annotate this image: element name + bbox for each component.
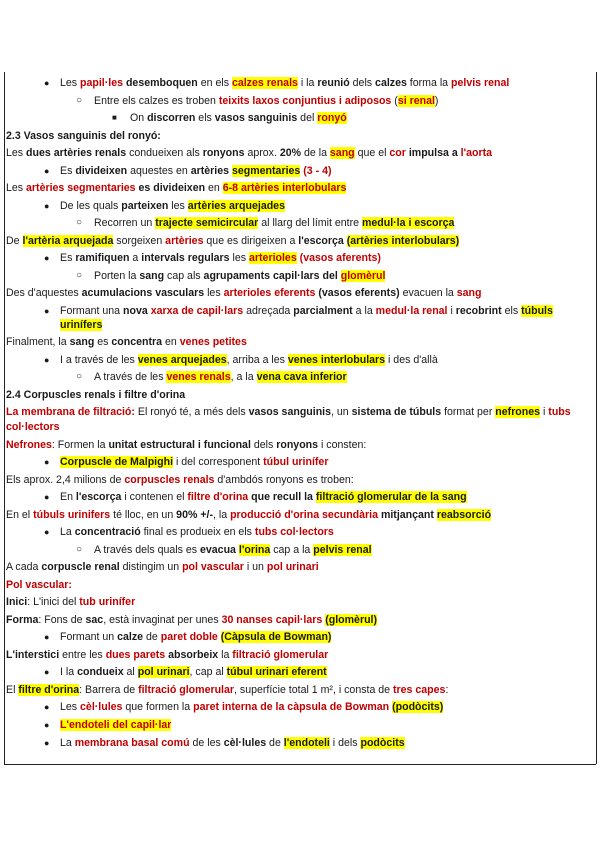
highlighted-term: (podòcits)	[392, 701, 444, 714]
text-run: , a la	[230, 371, 257, 384]
bold-term: Forma	[6, 613, 39, 626]
text-run: les	[229, 252, 250, 265]
bold-term: parteixen	[121, 199, 169, 212]
bullet-item-level-1	[6, 525, 594, 540]
text-run: i	[540, 406, 549, 419]
bold-term: es divideixen	[135, 182, 206, 195]
bullet-marker: ●	[44, 527, 50, 538]
text-run: A cada	[6, 561, 42, 574]
bold-term: reunió	[317, 77, 350, 89]
text-run: a	[129, 252, 142, 265]
highlighted-term: L'endoteli del capil·lar	[60, 719, 172, 731]
text-run: i	[447, 304, 456, 317]
text-run: els	[501, 304, 522, 317]
paragraph-line	[6, 286, 594, 301]
text-run: del	[297, 112, 318, 125]
bold-term: concentra	[111, 336, 163, 349]
highlighted-term: nefrones	[495, 406, 541, 419]
highlighted-term: (Càpsula de Bowman)	[220, 631, 332, 644]
bold-term: filtració glomerular	[232, 648, 329, 661]
document-body	[6, 76, 594, 753]
bold-term: Inici	[6, 596, 28, 609]
bullet-marker: ●	[44, 200, 50, 211]
text-run: A través de les	[94, 371, 167, 384]
highlighted-term: l'artèria arquejada	[22, 234, 114, 247]
bold-term: venes petites	[179, 336, 247, 349]
bold-term: túbuls urinifers	[33, 508, 111, 521]
bold-term: túbul urinífer	[263, 456, 329, 469]
bold-term: concentració	[74, 526, 141, 539]
text-run: format per	[441, 406, 496, 419]
bullet-item-level-1	[6, 665, 594, 680]
text-run: i contenen el	[121, 491, 188, 504]
text-run: De	[6, 234, 23, 247]
text-run: , un	[331, 406, 352, 419]
highlighted-term: trajecte semicircular	[155, 217, 259, 230]
text-run: : Formen la	[51, 438, 109, 451]
bold-term: 30 nanses capil·lars	[221, 613, 323, 626]
bullet-item-level-1	[6, 251, 594, 266]
bold-term: divideixen	[75, 164, 128, 177]
bold-term: impulsa a	[405, 147, 461, 160]
text-run: de les	[189, 736, 224, 749]
text-run: Finalment, la	[6, 336, 70, 349]
bullet-marker: ●	[44, 305, 50, 316]
bold-term: mitjançant	[380, 508, 434, 521]
paragraph-line	[6, 335, 594, 350]
bullet-item-level-1	[6, 304, 594, 332]
highlighted-term: podòcits	[360, 736, 405, 749]
bold-term: pol vascular	[182, 561, 244, 574]
highlighted-term: vena cava inferior	[256, 371, 347, 384]
text-run: té lloc, en un	[110, 508, 177, 521]
highlighted-term: filtració glomerular de la sang	[315, 491, 467, 504]
text-run: i la	[297, 77, 318, 89]
bold-term: cor	[389, 147, 406, 160]
bullet-item-level-1	[6, 199, 594, 214]
text-run: Es	[60, 252, 76, 265]
right-margin-rule	[596, 72, 597, 764]
text-run: i del corresponent	[173, 456, 264, 469]
paragraph-line	[6, 508, 594, 523]
text-run: al llarg del límit entre	[258, 217, 362, 230]
text-run: Les	[6, 147, 27, 160]
bullet-marker: ●	[44, 457, 50, 468]
text-run: , superfície total 1 m², i consta de	[234, 683, 394, 696]
text-run: que es dirigeixen a	[203, 234, 299, 247]
bullet-marker: ○	[76, 217, 83, 229]
bold-term: (3 - 4)	[303, 164, 332, 177]
bold-term: tub urinífer	[79, 596, 136, 609]
bullet-marker: ■	[112, 113, 117, 123]
bold-term: vasos sanguinis	[214, 112, 298, 125]
paragraph-line	[6, 613, 594, 628]
bullet-item-level-1	[6, 718, 594, 733]
bullet-marker: ●	[44, 354, 50, 365]
highlighted-term: venes renals	[166, 371, 231, 384]
text-run: I a través de les	[60, 353, 138, 366]
bold-term: 20%	[279, 147, 302, 160]
text-run: , cap al	[189, 666, 227, 679]
highlighted-term: calzes renals	[231, 77, 298, 89]
text-run: :	[445, 683, 449, 696]
bold-term: acumulacions vasculars	[81, 287, 205, 300]
text-run: d'ambdós ronyons es troben:	[214, 473, 354, 486]
bold-term: La membrana de filtració:	[6, 406, 135, 419]
bold-term: que recull la	[248, 491, 313, 504]
bullet-item-level-1	[6, 164, 594, 179]
bold-term: 90% +/-	[176, 508, 213, 521]
bold-term: artèries	[190, 164, 230, 177]
text-run: El ronyó té, a més dels	[134, 406, 249, 419]
text-run: Les	[60, 77, 81, 89]
bold-term: pol urinari	[266, 561, 319, 574]
bullet-marker: ○	[76, 269, 83, 281]
paragraph-line	[6, 388, 594, 403]
highlighted-term: si renal	[397, 94, 435, 107]
highlighted-term: arterioles	[249, 252, 297, 265]
bold-term: L'interstici	[6, 648, 60, 661]
bold-term: tubs col·lectors	[6, 406, 571, 433]
bullet-item-level-1	[6, 455, 594, 470]
highlighted-term: l'endoteli	[283, 736, 330, 749]
bold-term: dues artèries renals	[26, 147, 127, 160]
bold-term: corpuscle renal	[41, 561, 120, 574]
text-run: Es	[60, 164, 76, 177]
bullet-marker: ○	[76, 543, 83, 555]
highlighted-term: glomèrul	[340, 269, 386, 282]
text-run: dels	[250, 438, 277, 451]
highlighted-term: artèries arquejades	[187, 199, 285, 212]
bold-term: intervals regulars	[141, 252, 230, 265]
highlighted-term: venes interlobulars	[287, 353, 386, 366]
text-run: els	[195, 112, 215, 125]
bold-term: l'aorta	[460, 147, 493, 160]
bold-term: 2.3 Vasos sanguinis del ronyó:	[6, 129, 161, 142]
bullet-marker: ●	[44, 78, 50, 88]
bullet-marker: ○	[76, 371, 83, 383]
bullet-marker: ●	[44, 165, 50, 176]
text-run: entre les	[59, 648, 106, 661]
text-run: sorgeixen	[113, 234, 166, 247]
bold-term: (vasos eferents)	[315, 287, 400, 300]
text-run: en	[205, 182, 223, 195]
text-run: El	[6, 683, 19, 696]
bold-term: teixits laxos conjuntius i adiposos	[218, 94, 392, 107]
bold-term: evacua	[200, 543, 236, 556]
bullet-marker: ●	[44, 720, 50, 730]
text-run: les	[204, 287, 224, 300]
text-run: La	[60, 526, 75, 539]
highlighted-term: reabsorció	[436, 508, 492, 521]
text-run: Porten la	[94, 269, 140, 282]
bold-term: ronyons	[202, 147, 245, 160]
text-run: La	[60, 736, 75, 749]
bottom-margin-rule	[4, 764, 596, 765]
bold-term: calzes	[375, 77, 407, 89]
text-run: adreçada	[243, 304, 294, 317]
text-run: (	[391, 94, 398, 107]
highlighted-term: pelvis renal	[313, 543, 372, 556]
text-run: de	[266, 736, 284, 749]
bold-term: sang	[139, 269, 165, 282]
bold-term: cèl·lules	[80, 701, 123, 714]
text-run: Les	[60, 701, 81, 714]
bold-term: sang	[456, 287, 482, 300]
bold-term: producció d'orina secundària	[230, 508, 378, 521]
text-run: les	[168, 199, 188, 212]
bold-term: l'escorça	[75, 491, 122, 504]
text-run: al	[123, 666, 138, 679]
text-run: i des d'allà	[385, 353, 438, 366]
bold-term: filtre d'orina	[187, 491, 249, 504]
text-run: De les quals	[60, 199, 122, 212]
bold-term: Pol vascular:	[6, 578, 72, 591]
bullet-item-level-2	[6, 216, 594, 231]
highlighted-term: venes arquejades	[137, 353, 227, 366]
bold-term: 2.4 Corpuscles renals i filtre d'orina	[6, 388, 186, 401]
paragraph-line	[6, 438, 594, 453]
bullet-item-level-2	[6, 94, 594, 109]
bullet-item-level-2	[6, 269, 594, 284]
highlighted-term: Corpuscle de Malpighi	[60, 456, 174, 469]
highlighted-term: túbuls urinífers	[60, 304, 553, 332]
bold-term: paret doble	[160, 631, 218, 644]
text-run: cap als	[164, 269, 204, 282]
text-run: aprox.	[244, 147, 280, 160]
highlighted-term: filtre d'orina	[18, 683, 80, 696]
text-run: Formant una	[60, 304, 124, 317]
bold-term: artèries	[165, 234, 204, 247]
paragraph-line	[6, 181, 594, 196]
bold-term: desemboquen	[123, 77, 198, 89]
bold-term: vasos sanguinis	[248, 406, 332, 419]
bold-term: membrana basal comú	[74, 736, 190, 749]
bullet-item-level-1	[6, 353, 594, 368]
bullet-marker: ●	[44, 702, 50, 713]
bold-term: nova	[123, 304, 148, 317]
bold-term: condueix	[77, 666, 124, 679]
text-run: A través dels quals es	[94, 543, 200, 556]
bold-term: Nefrones	[6, 438, 52, 451]
text-run: es	[94, 336, 112, 349]
bold-term: cèl·lules	[223, 736, 267, 749]
text-run: , arriba a les	[226, 353, 288, 366]
text-run: : Barrera de	[79, 683, 139, 696]
text-run: En el	[6, 508, 34, 521]
text-run: que el	[354, 147, 390, 160]
paragraph-line	[6, 234, 594, 249]
text-run: On	[130, 112, 148, 125]
paragraph-line	[6, 595, 594, 610]
text-run: , està invaginat per unes	[103, 613, 222, 626]
text-run: aquestes en	[127, 164, 191, 177]
bullet-item-level-3	[6, 111, 594, 126]
bullet-item-level-2	[6, 370, 594, 385]
text-run: En	[60, 491, 76, 504]
highlighted-term: ronyó	[317, 112, 347, 125]
text-run: i dels	[329, 736, 361, 749]
bold-term: paret interna de la càpsula de Bowman	[193, 701, 390, 714]
bold-term: tres capes	[393, 683, 446, 696]
bold-term: ronyons	[276, 438, 319, 451]
text-run: Recorren un	[94, 217, 156, 230]
bold-term: filtració glomerular	[138, 683, 235, 696]
bold-term: sistema de túbuls	[351, 406, 442, 419]
text-run: evacuen la	[399, 287, 457, 300]
bullet-item-level-2	[6, 543, 594, 558]
bullet-item-level-1	[6, 490, 594, 505]
bullet-marker: ●	[44, 632, 50, 643]
highlighted-term: segmentaries	[231, 164, 301, 177]
bold-term: dues parets	[105, 648, 166, 661]
paragraph-line	[6, 473, 594, 488]
bold-term: discorren	[147, 112, 196, 125]
bullet-marker: ○	[76, 94, 83, 106]
text-run: Formant un	[60, 631, 118, 644]
bold-term: calze	[117, 631, 144, 644]
bold-term: recobrint	[455, 304, 502, 317]
bold-term: papil·les	[80, 77, 124, 89]
bold-term: pelvis renal	[451, 77, 510, 89]
text-run: de la	[301, 147, 330, 160]
text-run: Entre els calzes es troben	[94, 94, 219, 107]
bold-term: l'escorça	[298, 234, 344, 247]
bullet-item-level-1	[6, 736, 594, 751]
highlighted-term: 6-8 artèries interlobulars	[222, 182, 347, 195]
text-run: que formen la	[122, 701, 194, 714]
bold-term: agrupaments capil·lars del	[203, 269, 338, 282]
bold-term: sac	[85, 613, 104, 626]
text-run: i un	[243, 561, 267, 574]
bold-term: corpuscles renals	[124, 473, 215, 486]
bold-term: ramifiquen	[75, 252, 130, 265]
text-run: : L'inici del	[27, 596, 80, 609]
left-margin-rule	[4, 72, 5, 764]
text-run: forma la	[406, 77, 452, 89]
bullet-item-level-1	[6, 700, 594, 715]
highlighted-term: (glomèrul)	[325, 613, 378, 626]
bullet-marker: ●	[44, 667, 50, 678]
text-run: en els	[197, 77, 232, 89]
text-run: final es produeix en els	[140, 526, 255, 539]
paragraph-line	[6, 683, 594, 698]
text-run: Des d'aquestes	[6, 287, 82, 300]
highlighted-term: (artèries interlobulars)	[346, 234, 460, 247]
paragraph-line	[6, 129, 594, 144]
paragraph-line	[6, 560, 594, 575]
text-run: a la	[352, 304, 376, 317]
bold-term: (vasos aferents)	[299, 252, 381, 265]
bold-term: medul·la renal	[375, 304, 448, 317]
bullet-marker: ●	[44, 492, 50, 503]
text-run: de	[143, 631, 161, 644]
text-run: , la	[212, 508, 231, 521]
bullet-item-level-1	[6, 76, 594, 91]
highlighted-term: pol urinari	[137, 666, 190, 679]
text-run: condueixen als	[126, 147, 203, 160]
bullet-marker: ●	[44, 737, 50, 748]
bold-term: artèries segmentaries	[26, 182, 136, 195]
paragraph-line	[6, 405, 594, 434]
text-run: i consten:	[318, 438, 367, 451]
bold-term: parcialment	[293, 304, 353, 317]
highlighted-term: medul·la i escorça	[361, 217, 455, 230]
text-run: Les	[6, 182, 27, 195]
bold-term: absorbeix	[168, 648, 219, 661]
text-run: )	[434, 94, 439, 107]
bold-term: arterioles eferents	[223, 287, 316, 300]
text-run: I la	[60, 666, 78, 679]
bullet-item-level-1	[6, 630, 594, 645]
highlighted-term: sang	[329, 147, 355, 160]
bold-term: unitat estructural i funcional	[108, 438, 251, 451]
highlighted-term: l'orina	[238, 543, 271, 556]
text-run: la	[218, 648, 233, 661]
paragraph-line	[6, 648, 594, 663]
text-run: distingim un	[119, 561, 183, 574]
text-run: Els aprox. 2,4 milions de	[6, 473, 125, 486]
bold-term: sang	[69, 336, 95, 349]
text-run: cap a la	[270, 543, 314, 556]
text-run: en	[162, 336, 180, 349]
highlighted-term: túbul urinari eferent	[226, 666, 327, 679]
paragraph-line	[6, 146, 594, 161]
bold-term: xarxa de capil·lars	[150, 304, 244, 317]
bullet-marker: ●	[44, 253, 50, 264]
bold-term: tubs col·lectors	[254, 526, 334, 539]
text-run: dels	[349, 77, 376, 89]
text-run: : Fons de	[38, 613, 86, 626]
paragraph-line	[6, 578, 594, 593]
